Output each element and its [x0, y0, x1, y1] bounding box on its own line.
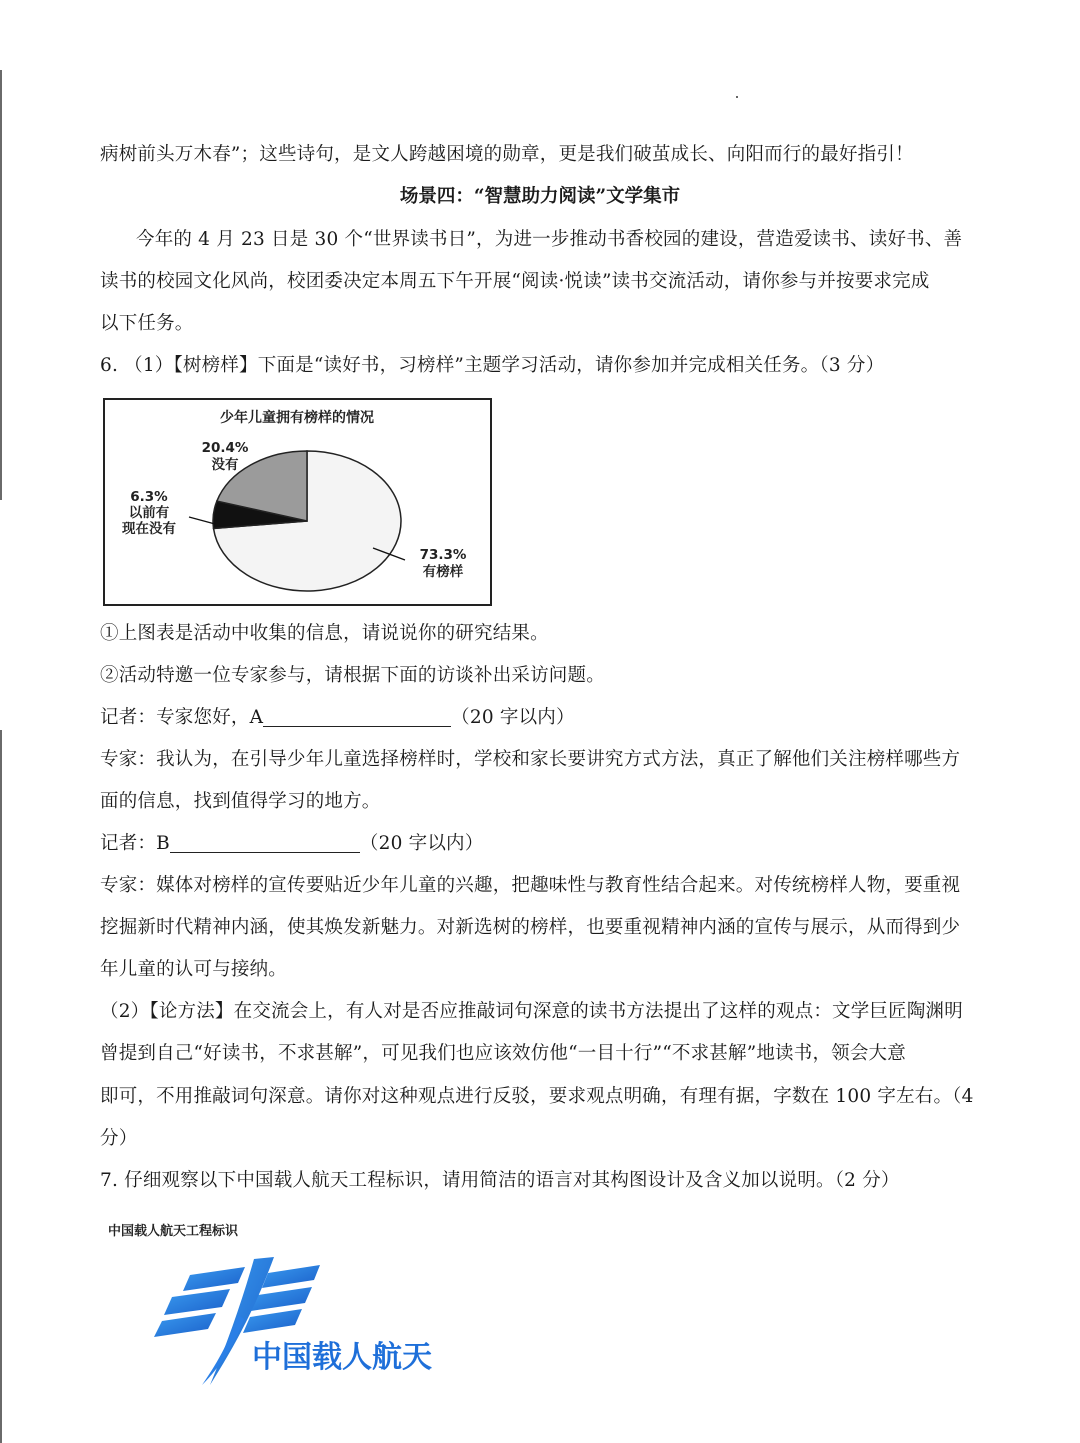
sub-question-1: ①上图表是活动中收集的信息，请说说你的研究结果。 — [100, 623, 549, 644]
reporter-b-prefix: 记者：B — [100, 833, 170, 854]
logo-caption: 中国载人航天工程标识 — [108, 1224, 239, 1239]
poem-conclusion-line: 病树前头万木春”；这些诗句，是文人跨越困境的勋章，更是我们破茧成长、向阳而行的最好指引！ — [100, 144, 914, 165]
question-6-part-2: （2）【论方法】在交流会上，有人对是否应推敲词句深意的读书方法提出了这样的观点：文学巨匠陶渊明 — [100, 1001, 963, 1022]
slice-label-previous-line1: 以前有 — [128, 505, 170, 521]
answer-blank-b[interactable] — [170, 832, 360, 853]
answer-blank-a[interactable] — [263, 706, 451, 727]
expert-answer-1: 面的信息，找到值得学习的地方。 — [100, 791, 381, 812]
expert-answer-2: 年儿童的认可与接纳。 — [100, 959, 288, 980]
logo-stroke — [183, 1267, 245, 1291]
slice-label-previous-line2: 现在没有 — [122, 521, 176, 537]
question-6-part-2: 曾提到自己“好读书，不求甚解”，可见我们也应该效仿他“一目十行”“不求甚解”地读书，领会大意 — [100, 1043, 906, 1064]
reporter-question-b — [100, 830, 483, 858]
expert-answer-1: 专家：我认为，在引导少年儿童选择榜样时，学校和家长要讲究方式方法，真正了解他们关注榜样哪些方 — [100, 749, 961, 770]
chart-title: 少年儿童拥有榜样的情况 — [220, 410, 374, 426]
logo-stroke — [164, 1289, 230, 1315]
question-6-part-2: 分） — [100, 1128, 138, 1149]
space-program-logo — [150, 1255, 450, 1395]
space-program-logo-graphic — [150, 1255, 450, 1395]
logo-stroke — [262, 1265, 320, 1288]
expert-answer-2: 专家：媒体对榜样的宣传要贴近少年儿童的兴趣，把趣味性与教育性结合起来。对传统榜样人物，要重视 — [100, 875, 961, 896]
slice-label-has-pct: 73.3% — [419, 547, 467, 563]
scene-four-heading: 场景四：“智慧助力阅读”文学集市 — [399, 186, 681, 207]
label-leader-line — [189, 517, 215, 524]
slice-label-none-pct: 20.4% — [201, 440, 249, 456]
reporter-a-limit: （20 字以内） — [451, 707, 575, 728]
question-7: 7. 仔细观察以下中国载人航天工程标识，请用简洁的语言对其构图设计及含义加以说明。（2 分） — [100, 1170, 900, 1191]
reporter-a-prefix: 记者：专家您好，A — [100, 707, 264, 728]
logo-stroke — [154, 1313, 216, 1337]
scan-edge-line — [0, 730, 2, 1443]
logo-wordmark: 中国载人航天 — [252, 1340, 432, 1375]
question-6-part-2: 即可，不用推敲词句深意。请你对这种观点进行反驳，要求观点明确，有理有据，字数在 100 字左右。（4 — [100, 1086, 974, 1107]
logo-stroke — [243, 1309, 302, 1333]
scan-speck — [736, 96, 738, 98]
intro-paragraph-line: 以下任务。 — [100, 313, 194, 334]
slice-label-has: 有榜样 — [422, 564, 464, 580]
pie-chart — [103, 398, 492, 606]
slice-label-previous-pct: 6.3% — [130, 489, 168, 505]
expert-answer-2: 挖掘新时代精神内涵，使其焕发新魅力。对新选树的榜样，也要重视精神内涵的宣传与展示，从而得到少 — [100, 917, 961, 938]
slice-label-none: 没有 — [211, 457, 239, 473]
reporter-b-limit: （20 字以内） — [359, 833, 484, 854]
scan-edge-line — [0, 70, 2, 500]
pie-chart-svg — [105, 400, 490, 604]
sub-question-2: ②活动特邀一位专家参与，请根据下面的访谈补出采访问题。 — [100, 665, 605, 686]
intro-paragraph-line: 读书的校园文化风尚，校团委决定本周五下午开展“阅读·悦读”读书交流活动，请你参与并按要求完成 — [100, 271, 930, 292]
reporter-question-a — [100, 704, 575, 732]
intro-paragraph-line: 今年的 4 月 23 日是 30 个“世界读书日”，为进一步推动书香校园的建设，营造爱读书、读好书、善 — [136, 229, 963, 250]
question-6-part-1: 6. （1）【树榜样】下面是“读好书，习榜样”主题学习活动，请你参加并完成相关任务。（3 分） — [100, 355, 885, 376]
